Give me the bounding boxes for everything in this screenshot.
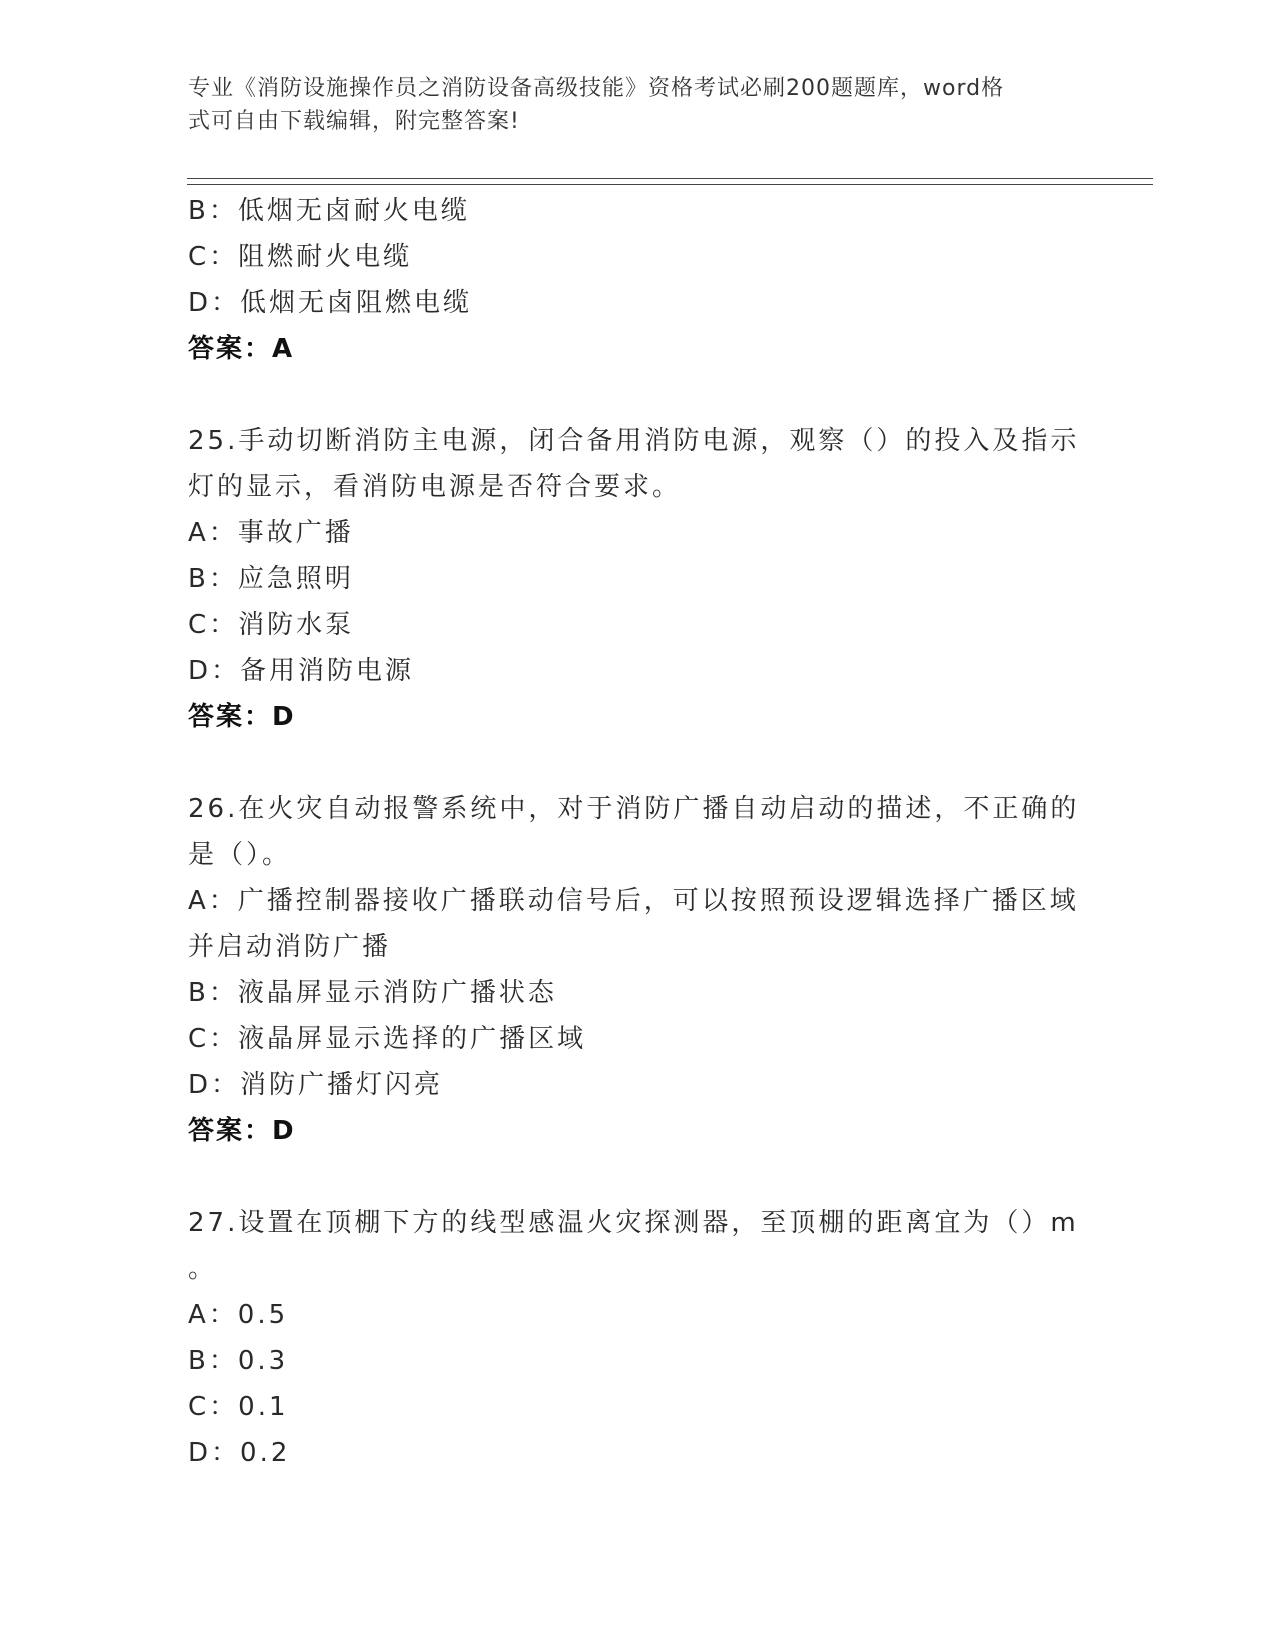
question-27 xyxy=(188,1200,1088,1476)
header-divider-top xyxy=(187,178,1153,179)
question-list xyxy=(188,188,1088,1476)
question-stem: 26.在火灾自动报警系统中，对于消防广播自动启动的描述，不正确的 xyxy=(188,794,1080,824)
header-divider-bottom xyxy=(187,184,1153,185)
option-d: D：备用消防电源 xyxy=(188,656,415,686)
option-c: C：消防水泵 xyxy=(188,610,355,640)
header-line-1: 专业《消防设施操作员之消防设备高级技能》资格考试必刷200题题库，word格 xyxy=(188,76,1005,101)
option-c: C：0.1 xyxy=(188,1392,289,1422)
answer: 答案：D xyxy=(188,1116,296,1146)
question-26 xyxy=(188,786,1088,1154)
question-stem-continued: 灯的显示，看消防电源是否符合要求。 xyxy=(188,472,682,502)
spacer xyxy=(188,1154,1088,1200)
option-a: A：0.5 xyxy=(188,1300,289,1330)
header-line-2: 式可自由下载编辑，附完整答案! xyxy=(188,109,520,134)
question-stem-continued: 是（）。 xyxy=(188,840,292,870)
answer: 答案：D xyxy=(188,702,296,732)
question-24-continuation xyxy=(188,188,1088,372)
option-b: B：应急照明 xyxy=(188,564,354,594)
question-stem: 25.手动切断消防主电源，闭合备用消防电源，观察（）的投入及指示 xyxy=(188,426,1080,456)
option-d: D：消防广播灯闪亮 xyxy=(188,1070,444,1100)
option-a: A：广播控制器接收广播联动信号后，可以按照预设逻辑选择广播区域 xyxy=(188,886,1079,916)
question-25 xyxy=(188,418,1088,740)
spacer xyxy=(188,372,1088,418)
option-d: D：低烟无卤阻燃电缆 xyxy=(188,288,473,318)
answer: 答案：A xyxy=(188,334,295,364)
option-b: B：低烟无卤耐火电缆 xyxy=(188,196,470,226)
option-c: C：阻燃耐火电缆 xyxy=(188,242,413,272)
question-stem: 27.设置在顶棚下方的线型感温火灾探测器，至顶棚的距离宜为（）m xyxy=(188,1208,1079,1238)
option-c: C：液晶屏显示选择的广播区域 xyxy=(188,1024,587,1054)
spacer xyxy=(188,740,1088,786)
option-a: A：事故广播 xyxy=(188,518,354,548)
document-header xyxy=(188,72,1068,138)
option-a-continued: 并启动消防广播 xyxy=(188,932,392,962)
question-stem-continued: 。 xyxy=(188,1254,218,1284)
option-b: B：液晶屏显示消防广播状态 xyxy=(188,978,557,1008)
option-d: D：0.2 xyxy=(188,1438,291,1468)
option-b: B：0.3 xyxy=(188,1346,289,1376)
